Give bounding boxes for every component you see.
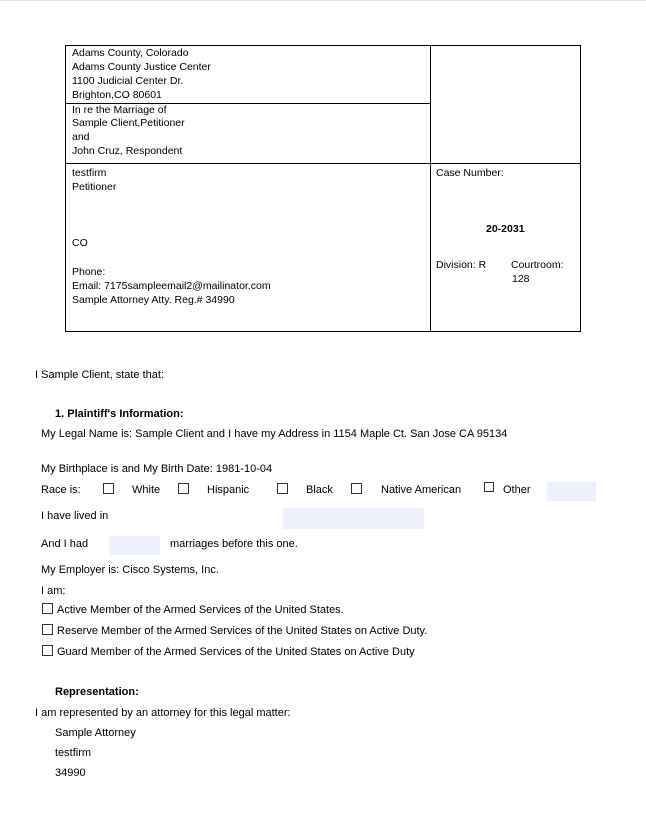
page-edge (0, 0, 646, 1)
race-hispanic-label: Hispanic (207, 484, 250, 496)
attorney-reg-number: 34990 (55, 767, 86, 779)
matter-line: John Cruz, Respondent (72, 145, 183, 157)
caption-divider-vertical (430, 46, 431, 331)
intro-statement: I Sample Client, state that: (35, 369, 165, 381)
court-line: Adams County, Colorado (72, 47, 189, 59)
reserve-member-checkbox[interactable] (42, 624, 53, 635)
race-hispanic-checkbox[interactable] (178, 483, 189, 494)
race-other-field[interactable] (547, 482, 596, 501)
matter-line: In re the Marriage of (72, 104, 167, 116)
case-caption-box (65, 45, 581, 332)
representation-heading: Representation: (55, 686, 139, 698)
active-member-label: Active Member of the Armed Services of the United States. (57, 604, 344, 616)
case-number: 20-2031 (486, 223, 525, 235)
courtroom-label: Courtroom: (511, 259, 564, 271)
division: Division: R (436, 259, 487, 271)
race-black-checkbox[interactable] (277, 483, 288, 494)
birth-line: My Birthplace is and My Birth Date: 1981-10-04 (41, 463, 273, 475)
caption-divider-horizontal (66, 163, 580, 164)
filer-email: Email: 7175sampleemail2@mailinator.com (72, 280, 271, 292)
attorney-name: Sample Attorney (55, 727, 136, 739)
had-label: And I had (41, 538, 89, 550)
matter-line: Sample Client,Petitioner (72, 117, 185, 129)
guard-member-checkbox[interactable] (42, 645, 53, 656)
guard-member-label: Guard Member of the Armed Services of the United States on Active Duty (57, 646, 415, 658)
filer-attorney: Sample Attorney Atty. Reg.# 34990 (72, 294, 235, 306)
race-other-label: Other (503, 484, 531, 496)
race-white-checkbox[interactable] (103, 483, 114, 494)
marriages-label: marriages before this one. (170, 538, 298, 550)
case-number-label: Case Number: (436, 167, 504, 179)
race-other-checkbox[interactable] (484, 482, 494, 492)
filer-role: Petitioner (72, 181, 117, 193)
attorney-firm: testfirm (55, 747, 92, 759)
matter-line: and (72, 131, 90, 143)
filer-state: CO (72, 237, 88, 249)
filer-phone: Phone: (72, 266, 106, 278)
lived-in-label: I have lived in (41, 510, 109, 522)
race-label: Race is: (41, 484, 81, 496)
active-member-checkbox[interactable] (42, 603, 53, 614)
race-native-american-checkbox[interactable] (351, 483, 362, 494)
court-line: 1100 Judicial Center Dr. (72, 75, 184, 87)
race-black-label: Black (306, 484, 333, 496)
courtroom: 128 (512, 273, 530, 285)
employer-line: My Employer is: Cisco Systems, Inc. (41, 564, 219, 576)
race-white-label: White (132, 484, 161, 496)
i-am-label: I am: (41, 585, 66, 597)
prior-marriages-field[interactable] (109, 536, 160, 555)
lived-in-field[interactable] (283, 508, 424, 529)
court-line: Adams County Justice Center (72, 61, 211, 73)
filer-firm: testfirm (72, 167, 107, 179)
court-line: Brighton,CO 80601 (72, 89, 162, 101)
legal-name-line: My Legal Name is: Sample Client and I have my Address in 1154 Maple Ct. San Jose CA 95134 (41, 428, 508, 440)
race-native-american-label: Native American (381, 484, 462, 496)
representation-statement: I am represented by an attorney for this legal matter: (35, 707, 291, 719)
reserve-member-label: Reserve Member of the Armed Services of the United States on Active Duty. (57, 625, 428, 637)
plaintiff-heading: 1. Plaintiff's Information: (55, 408, 184, 420)
